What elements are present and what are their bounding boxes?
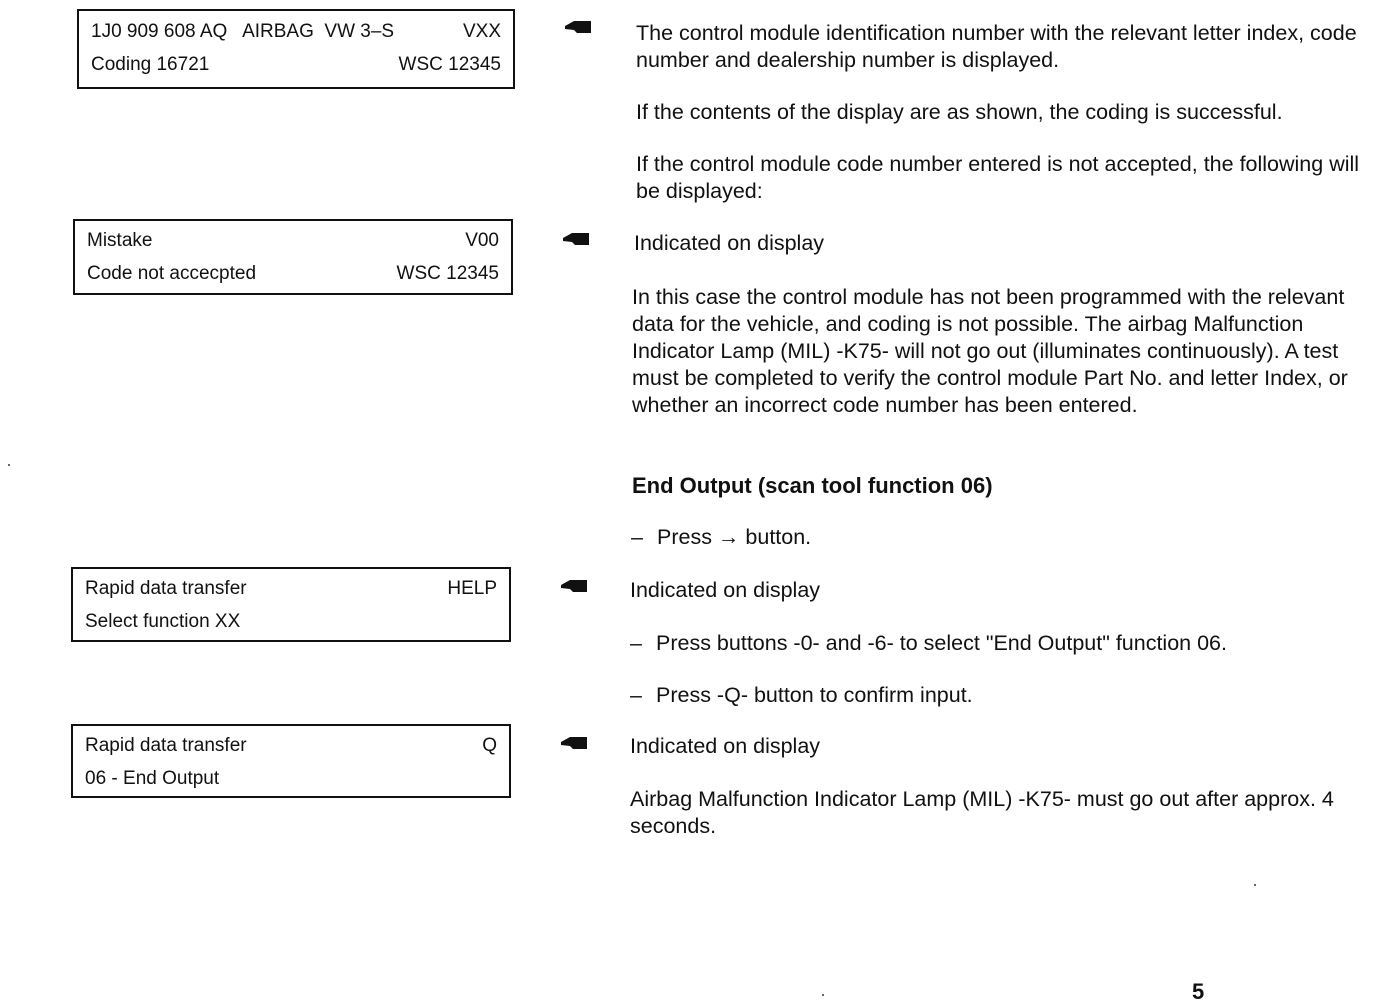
display-text: HELP (447, 578, 497, 599)
display-text: Q (482, 735, 497, 756)
display-text: 1J0 909 608 AQ AIRBAG VW 3–S (91, 21, 395, 42)
section-heading-end-output: End Output (scan tool function 06) (632, 473, 993, 498)
display-text: Rapid data transfer (85, 578, 247, 599)
display-row (85, 572, 497, 605)
display-text: Rapid data transfer (85, 735, 247, 756)
display-text: WSC 12345 (398, 54, 501, 75)
step-text: Press → button. (657, 525, 812, 549)
paragraph-mil-out: Airbag Malfunction Indicator Lamp (MIL) -K75- must go out after approx. 4 seconds. (630, 787, 1334, 838)
display-text: Coding 16721 (91, 54, 210, 75)
display-box-end-output (71, 724, 511, 798)
pointer-hand-icon (563, 232, 589, 246)
display-box-identification (77, 9, 515, 89)
list-dash: – (630, 631, 642, 655)
step-select-function (630, 630, 1227, 657)
display-box-mistake (73, 219, 513, 295)
display-text: Select function XX (85, 611, 241, 632)
display-text: Code not accecpted (87, 263, 257, 284)
pointer-hand-icon (561, 736, 587, 750)
display-row (91, 15, 501, 48)
display-row (85, 762, 497, 795)
display-text: 06 - End Output (85, 768, 220, 789)
display-box-select-function (71, 567, 511, 642)
display-text: Mistake (87, 230, 153, 251)
display-row (91, 48, 501, 81)
display-row (87, 257, 499, 290)
list-dash: – (631, 525, 643, 549)
display-row (85, 729, 497, 762)
scan-speck (822, 994, 824, 996)
scan-speck (8, 464, 10, 466)
indicated-on-display-label: Indicated on display (630, 734, 821, 758)
list-dash: – (630, 683, 642, 707)
step-press-arrow (631, 524, 811, 551)
display-text: VXX (462, 21, 501, 42)
display-text: WSC 12345 (396, 263, 499, 284)
step-text: Press -Q- button to confirm input. (656, 683, 973, 707)
display-row (87, 224, 499, 257)
pointer-hand-icon (561, 579, 587, 593)
display-row (85, 605, 497, 638)
indicated-on-display-label: Indicated on display (634, 231, 825, 255)
step-text: Press buttons -0- and -6- to select "End Output" function 06. (656, 631, 1227, 655)
paragraph-coding-success: If the contents of the display are as shown, the coding is successful. (636, 100, 1283, 124)
indicated-on-display-label: Indicated on display (630, 578, 821, 602)
paragraph-not-programmed: In this case the control module has not been programmed with the relevant data for the vehicle, and coding is not possible. The airbag Malfunction Indicator Lamp (MIL) -K75- will not go out (illuminates continuously). A test must be completed to verify the control module Part No. and letter Index, or whether an incorrect code number has been entered. (632, 285, 1348, 417)
scan-speck (1254, 884, 1256, 886)
step-confirm-input (630, 682, 973, 709)
page-number: 5 (1192, 979, 1205, 1004)
paragraph-identification: The control module identification number with the relevant letter index, code number and dealership number is displayed. (636, 21, 1357, 72)
pointer-hand-icon (565, 20, 591, 34)
paragraph-code-not-accepted: If the control module code number entered is not accepted, the following will be displayed: (636, 152, 1360, 203)
display-text: V00 (465, 230, 499, 251)
